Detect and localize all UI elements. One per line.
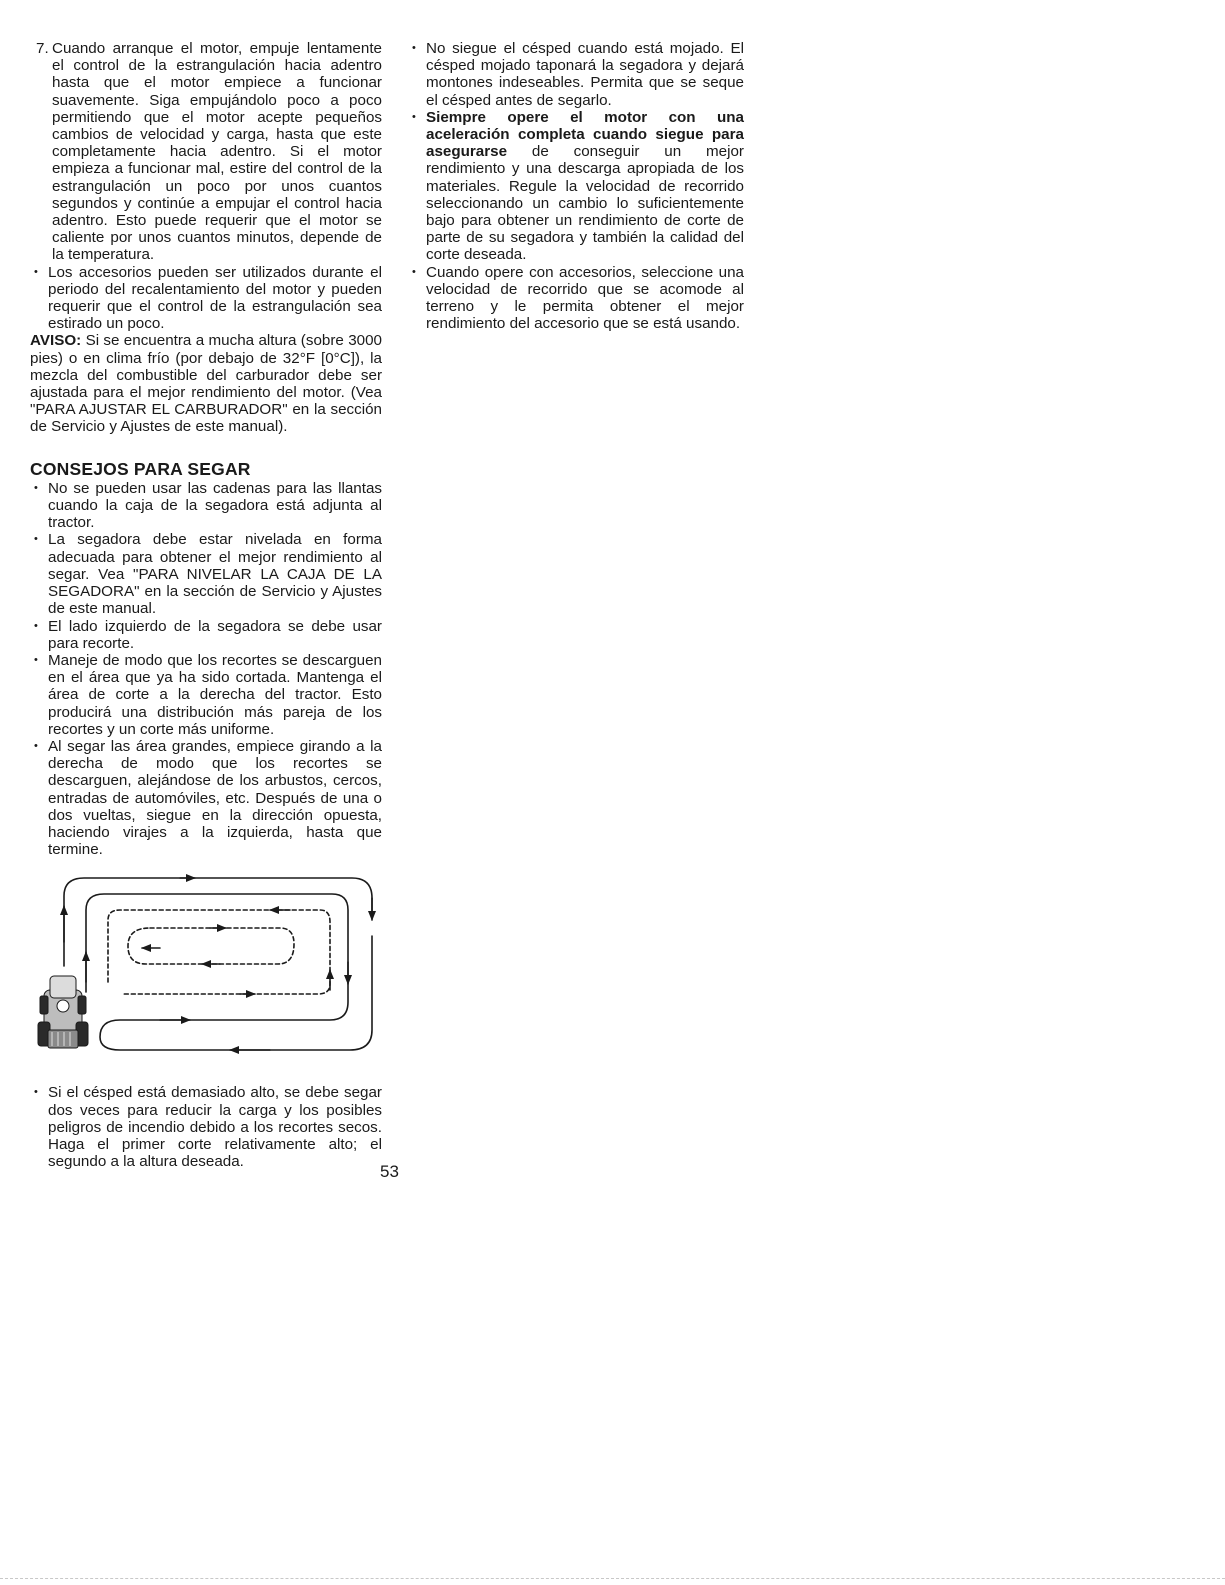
mowing-tip-text: Maneje de modo que los recortes se descarguen en el área que ya ha sido cortada. Mantenga el área de corte a la derecha del tractor. Esto producirá una distribución más pareja de los recortes y un corte más uniforme. [48,651,382,738]
bullet-text: Si el césped está demasiado alto, se debe segar dos veces para reducir la carga y los posibles peligros de incendio debido a los recortes secos. Haga el primer corte relativamente alto; el segundo a la altura deseada. [48,1084,382,1171]
mowing-tip-text: La segadora debe estar nivelada en forma adecuada para obtener el mejor rendimiento al segar. Vea "PARA NIVELAR LA CAJA DE LA SEGADORA" en la sección de Servicio y Ajustes de este manual. [48,531,382,618]
mowing-tip [30,531,382,617]
bold-lead-text: Siempre opere el motor con una aceleración completa cuando siegue para asegurarse [426,108,744,161]
bullet-text: de conseguir un mejor rendimiento y una descarga apropiada de los materiales. Regule la velocidad de recorrido seleccionando un cambio lo suficientemente bajo para obtener un rendimiento de corte de parte de su segadora y también la calidad del corte deseada. [426,143,744,264]
mowing-tip-text: No se pueden usar las cadenas para las llantas cuando la caja de la segadora está adjunta al tractor. [48,479,382,532]
mowing-tip [30,652,382,738]
attachments-bullet [408,264,744,333]
mowing-tip-text: Al segar las área grandes, empiece girando a la derecha de modo que los recortes se descarguen, alejándose de los arbustos, cercos, entradas de automóviles, etc. Después de una o dos vueltas, siegue en la dirección opuesta, haciendo virajes a la izquierda, hasta que termine. [48,737,382,859]
notice-paragraph [30,332,382,435]
mowing-pattern-diagram [30,872,382,1062]
scan-edge-divider [0,1578,1225,1579]
wet-grass-bullet [408,40,744,109]
numbered-item-7 [30,40,382,264]
full-throttle-bullet [408,109,744,264]
tall-grass-bullet [30,1084,382,1170]
inner-mowing-path [108,910,330,994]
accessories-warmup-bullet [30,264,382,333]
bullet-text: Los accesorios pueden ser utilizados durante el periodo del recalentamiento del motor y pueden requerir que el control de la estrangulación sea estirado un poco. [48,263,382,333]
innermost-mowing-path [128,928,294,964]
page-number: 53 [380,1162,399,1181]
bullet-text: Cuando opere con accesorios, seleccione una velocidad de recorrido que se acomode al terreno y le permita obtener el mejor rendimiento del accesorio que se está usando. [426,263,744,333]
mowing-tip-text: El lado izquierdo de la segadora se debe usar para recorte. [48,617,382,652]
section-heading: CONSEJOS PARA SEGAR [30,458,251,479]
notice-label: AVISO: [30,332,82,350]
right-column [408,40,744,332]
left-column [30,40,382,1170]
outer-mowing-path [64,878,372,966]
bullet-text: No siegue el césped cuando está mojado. El césped mojado taponará la segadora y dejará montones indeseables. Permita que se seque el césped antes de segarlo. [426,40,744,109]
mowing-tip [30,480,382,532]
tractor-illustration [38,976,88,1048]
mowing-tip [30,738,382,858]
item-number: 7. [36,40,49,57]
notice-text: Si se encuentra a mucha altura (sobre 3000 pies) o en clima frío (por debajo de 32°F [0°C]), la mezcla del combustible del carburador debe ser ajustada para el mejor rendimiento del motor. (Vea "PARA AJUSTAR EL CARBURADOR" en la sección de Servicio y Ajustes de este manual). [30,332,382,436]
second-mowing-path [86,894,372,1050]
item-7-text: Cuando arranque el motor, empuje lentamente el control de la estrangulación hacia adentro hasta que el motor empiece a funcionar suavemente. Siga empujándolo poco a poco permitiendo que el motor acepte pequeños cambios de velocidad y carga, hasta que este completamente hacia adentro. Si el motor empieza a funcionar mal, estire del control de la estrangulación un poco por unos cuantos segundos y continúe a empujar el control hacia adentro. Esto puede requerir que el motor se caliente por unos cuantos minutos, depende de la temperatura. [52,40,382,264]
mowing-tip [30,618,382,652]
